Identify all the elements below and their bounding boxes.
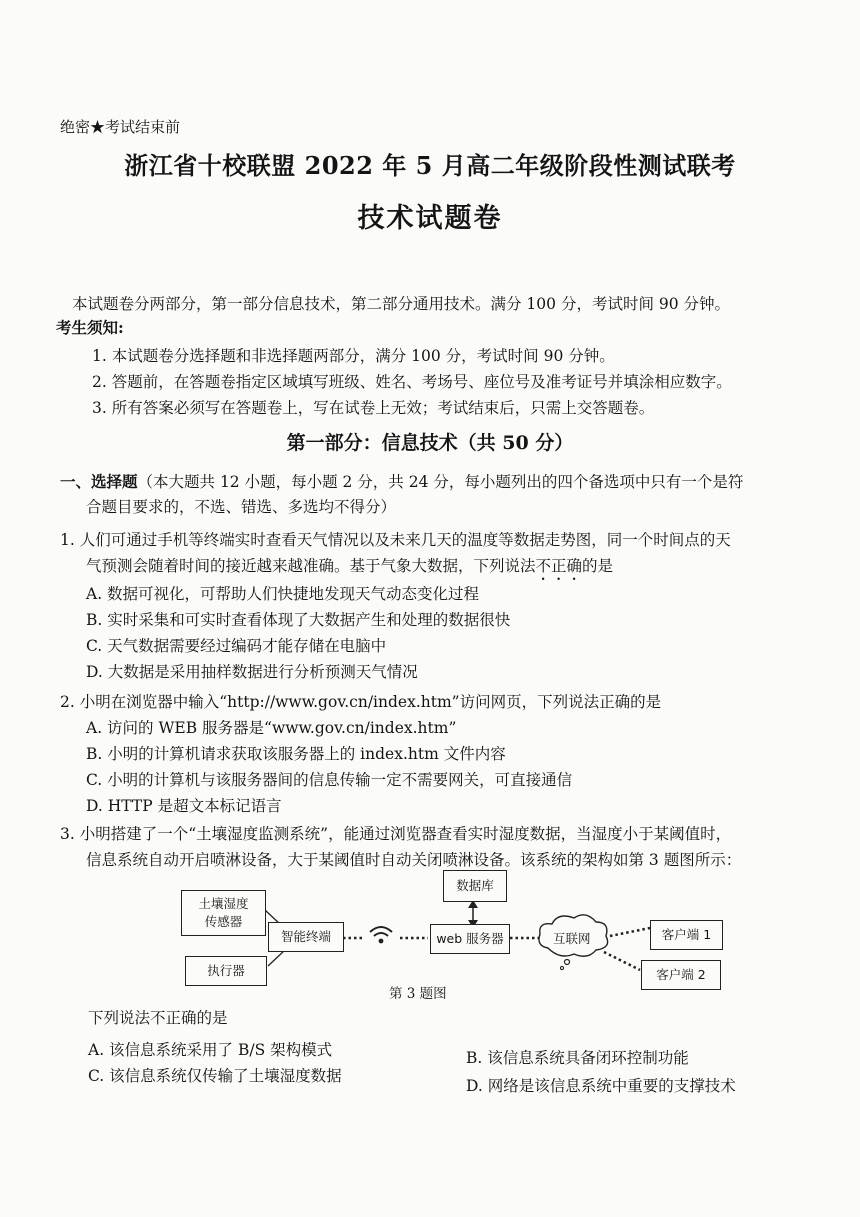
internet-client2-link <box>604 952 640 970</box>
q1-emphasis: 不正确 <box>535 557 583 575</box>
q1-option-a: A. 数据可视化，可帮助人们快捷地发现天气动态变化过程 <box>86 585 480 603</box>
sensor-label-2: 传感器 <box>204 914 243 929</box>
q3-option-a: A. 该信息系统采用了 B/S 架构模式 <box>88 1041 333 1059</box>
sensor-box <box>181 890 266 936</box>
q1-stem-end: 的是 <box>582 557 614 575</box>
internet-label: 互联网 <box>553 931 591 946</box>
server-box: web 服务器 <box>430 924 510 954</box>
secret-label: 绝密★考试结束前 <box>60 118 181 136</box>
q3-stem: 3. 小明搭建了一个“土壤湿度监测系统”，能通过浏览器查看实时湿度数据，当湿度小于某阈值时， <box>60 825 732 843</box>
client2-box: 客户端 2 <box>641 960 721 990</box>
q1-option-d: D. 大数据是采用抽样数据进行分析预测天气情况 <box>86 663 418 681</box>
q2-option-d: D. HTTP 是超文本标记语言 <box>86 797 282 815</box>
q1-stem-part: 气预测会随着时间的接近越来越准确。基于气象大数据，下列说法 <box>86 557 536 575</box>
notice-item: 3. 所有答案必须写在答题卷上，写在试卷上无效；考试结束后，只需上交答题卷。 <box>92 399 655 417</box>
actuator-link <box>268 950 285 966</box>
wifi-icon <box>370 927 392 943</box>
notice-heading: 考生须知: <box>56 318 124 337</box>
part1-desc-cont: 合题目要求的，不选、错选、多选均不得分） <box>86 498 397 516</box>
exam-title: 浙江省十校联盟 2022 年 5 月高二年级阶段性测试联考 <box>124 151 736 180</box>
q3-option-c: C. 该信息系统仅传输了土壤湿度数据 <box>88 1067 342 1085</box>
q1-stem: 1. 人们可通过手机等终端实时查看天气情况以及未来几天的温度等数据走势图，同一个时间点的天 <box>60 531 731 549</box>
section-title: 第一部分：信息技术（共 50 分） <box>286 432 574 454</box>
database-box: 数据库 <box>443 870 507 902</box>
q2-option-a: A. 访问的 WEB 服务器是“www.gov.cn/index.htm” <box>86 719 457 737</box>
exam-subtitle: 技术试题卷 <box>357 203 503 234</box>
internet-client1-link <box>610 928 650 936</box>
diagram-caption: 第 3 题图 <box>389 986 447 1002</box>
sensor-label: 土壤湿度 <box>198 896 249 911</box>
notice-item: 1. 本试题卷分选择题和非选择题两部分，满分 100 分，考试时间 90 分钟。 <box>92 347 615 365</box>
terminal-box: 智能终端 <box>268 922 344 952</box>
q3-stem-cont: 信息系统自动开启喷淋设备，大于某阈值时自动关闭喷淋设备。该系统的架构如第 3 题图所示： <box>86 851 742 869</box>
part1-desc: （本大题共 12 小题，每小题 2 分，共 24 分，每小题列出的四个备选项中只有一个是符 <box>137 473 744 491</box>
part1-heading: 一、选择题 <box>60 472 138 491</box>
intro-text: 本试题卷分两部分，第一部分信息技术，第二部分通用技术。满分 100 分，考试时间 90 分钟。 <box>72 295 731 313</box>
q2-option-b: B. 小明的计算机请求获取该服务器上的 index.htm 文件内容 <box>86 745 506 763</box>
q1-option-c: C. 天气数据需要经过编码才能存储在电脑中 <box>86 637 387 655</box>
q3-prompt: 下列说法不正确的是 <box>88 1009 228 1027</box>
client1-box: 客户端 1 <box>650 920 723 950</box>
q3-option-d: D. 网络是该信息系统中重要的支撑技术 <box>466 1077 736 1095</box>
notice-item: 2. 答题前，在答题卷指定区域填写班级、姓名、考场号、座位号及准考证号并填涂相应数字。 <box>92 373 732 391</box>
q2-option-c: C. 小明的计算机与该服务器间的信息传输一定不需要网关，可直接通信 <box>86 771 573 789</box>
q2-stem: 2. 小明在浏览器中输入“http://www.gov.cn/index.htm”访问网页，下列说法正确的是 <box>60 693 662 711</box>
q3-option-b: B. 该信息系统具备闭环控制功能 <box>466 1049 689 1067</box>
actuator-box: 执行器 <box>185 956 267 986</box>
q1-option-b: B. 实时采集和可实时查看体现了大数据产生和处理的数据很快 <box>86 611 511 629</box>
